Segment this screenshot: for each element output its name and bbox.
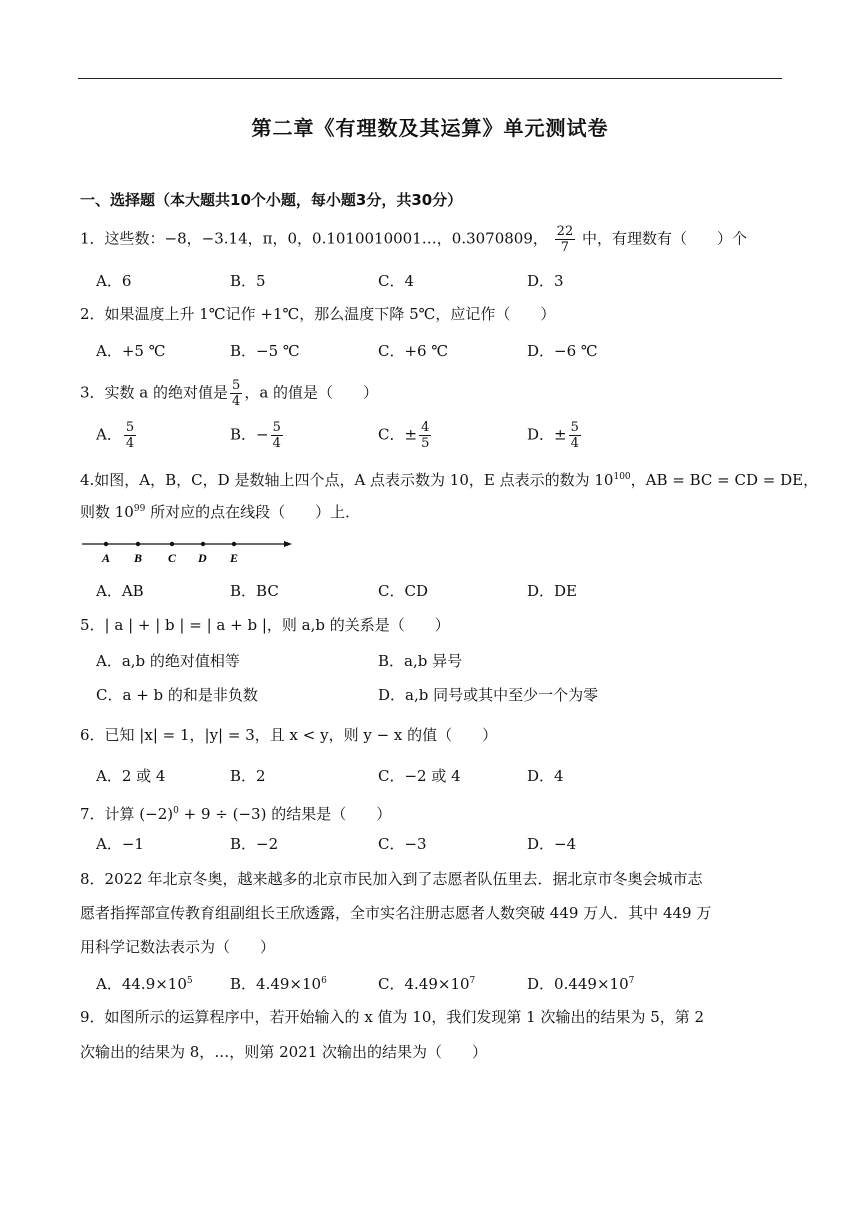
q4-option-c: C．CD: [378, 582, 428, 600]
q3-frac-den: 4: [232, 394, 241, 409]
q8-option-c-base: 4.49×10: [404, 975, 470, 993]
question-3: [80, 378, 378, 409]
q8-option-d-exp: 7: [628, 976, 635, 986]
q4-option-d: D．DE: [527, 582, 578, 600]
q8-option-a-exp: 5: [186, 976, 193, 986]
q5-option-c: C．a + b 的和是非负数: [96, 686, 258, 704]
q7-option-c: C．−3: [378, 835, 427, 853]
q4-line1-equation: ，AB = BC = CD = DE，: [630, 471, 819, 489]
q3-option-b-sign: −: [256, 425, 269, 444]
q1-fraction: [555, 224, 576, 255]
q3-option-a: [96, 420, 138, 451]
question-1: [80, 224, 747, 255]
q8-option-a-label: A．: [96, 975, 122, 993]
q4-option-b: B．BC: [230, 582, 279, 600]
q8-option-b: [230, 970, 327, 995]
number-line-diagram: [80, 536, 300, 568]
q8-option-c-label: C．: [378, 975, 405, 993]
q1-frac-den: 7: [560, 240, 570, 255]
q3-option-a-num: 5: [125, 420, 135, 435]
q5-option-b: B．a,b 异号: [378, 652, 463, 670]
q3-option-a-label: A．: [96, 425, 122, 444]
q2-option-c: C．+6 ℃: [378, 342, 449, 360]
q3-frac-num: 5: [232, 378, 241, 393]
q3-option-c-den: 5: [421, 436, 430, 451]
q8-option-d-label: D．: [527, 975, 555, 993]
q8-option-b-base: 4.49×10: [256, 975, 322, 993]
q8-option-d-base: 0.449×10: [554, 975, 629, 993]
page-title: 第二章《有理数及其运算》单元测试卷: [251, 116, 609, 140]
q3-option-b-fraction: [271, 420, 283, 451]
point-a-label: A: [102, 551, 111, 565]
q3-option-d: [527, 420, 583, 451]
q4-line2-text: 则数 10: [80, 503, 134, 521]
q3-option-d-num: 5: [570, 420, 579, 435]
q3-option-d-fraction: [569, 420, 581, 451]
question-4-line-2: [80, 498, 360, 523]
q3-option-b: [230, 420, 285, 451]
q6-option-b: B．2: [230, 767, 266, 785]
q8-option-a: [96, 970, 193, 995]
q3-option-b-num: 5: [272, 420, 281, 435]
q3-option-c-num: 4: [421, 420, 430, 435]
q3-option-a-fraction: [124, 420, 136, 451]
point-e-label: E: [230, 551, 239, 565]
q4-line1-text: 4.如图，A，B，C，D 是数轴上四个点，A 点表示数为 10，E 点表示的数为 10: [80, 471, 614, 489]
q1-option-a: A．6: [96, 272, 132, 290]
q7-exponent: 0: [173, 806, 179, 816]
point-b-label: B: [134, 551, 143, 565]
question-5: 5．| a | + | b | = | a + b |，则 a,b 的关系是（ ）: [80, 616, 450, 634]
q8-option-d: [527, 970, 634, 995]
section-heading: 一、选择题（本大题共10个小题，每小题3分，共30分）: [80, 191, 463, 209]
question-2: 2．如果温度上升 1℃记作 +1℃，那么温度下降 5℃，应记作（ ）: [80, 305, 556, 323]
q4-exponent-100: 100: [613, 472, 631, 482]
point-e-dot: [232, 542, 236, 546]
q8-option-c: [378, 970, 475, 995]
q3-option-b-den: 4: [272, 436, 281, 451]
q3-option-c-fraction: [419, 420, 431, 451]
q8-option-c-exp: 7: [469, 976, 476, 986]
header-rule: [78, 78, 782, 79]
q1-option-d: D．3: [527, 272, 564, 290]
question-4-line-1: [80, 466, 818, 491]
q1-option-c: C．4: [378, 272, 415, 290]
q3-option-c-sign: ±: [404, 425, 418, 444]
question-7: [80, 800, 391, 825]
q8-option-b-exp: 6: [321, 976, 327, 986]
q1-option-b: B．5: [230, 272, 266, 290]
question-8-line-1: 8．2022 年北京冬奥，越来越多的北京市民加入到了志愿者队伍里去．据北京市冬奥会城市志: [80, 870, 703, 888]
point-d-dot: [201, 542, 205, 546]
q2-option-d: D．−6 ℃: [527, 342, 598, 360]
q3-prefix: 3．实数 a 的绝对值是: [80, 383, 229, 402]
point-b-dot: [136, 542, 140, 546]
q1-prefix: 1．这些数：: [80, 229, 165, 248]
q3-option-b-label: B．: [230, 425, 257, 444]
q6-option-d: D．4: [527, 767, 564, 785]
q7-option-a: A．−1: [96, 835, 144, 853]
point-c-label: C: [168, 551, 177, 565]
q3-option-d-label: D．: [527, 425, 555, 444]
q2-option-b: B．−5 ℃: [230, 342, 300, 360]
q2-option-a: A．+5 ℃: [96, 342, 166, 360]
q1-frac-num: 22: [556, 224, 574, 239]
q3-suffix: ，a 的值是（ ）: [244, 383, 379, 402]
q7-suffix: + 9 ÷ (−3) 的结果是（ ）: [178, 805, 392, 823]
question-6: 6．已知 |x| = 1，|y| = 3，且 x < y，则 y − x 的值（ ）: [80, 726, 498, 744]
q1-suffix: 中，有理数有（ ）个: [582, 229, 748, 248]
q7-option-b: B．−2: [230, 835, 279, 853]
number-line-arrow: [284, 541, 292, 547]
question-8-line-3: 用科学记数法表示为（ ）: [80, 938, 276, 956]
q8-option-a-base: 44.9×10: [121, 975, 187, 993]
q3-fraction: [230, 378, 242, 409]
point-a-dot: [104, 542, 108, 546]
q6-option-a: A．2 或 4: [96, 767, 166, 785]
point-c-dot: [170, 542, 174, 546]
q7-prefix: 7．计算 (−2): [80, 805, 174, 823]
q3-option-a-den: 4: [125, 436, 135, 451]
q5-option-d: D．a,b 同号或其中至少一个为零: [378, 686, 599, 704]
question-8-line-2: 愿者指挥部宣传教育组副组长王欣透露，全市实名注册志愿者人数突破 449 万人．其中 449 万: [80, 904, 712, 922]
q1-numbers: −8，−3.14，π，0，0.1010010001…，0.3070809，: [164, 229, 548, 248]
point-d-label: D: [198, 551, 207, 565]
q3-option-c: [378, 420, 433, 451]
q3-option-d-sign: ±: [554, 425, 567, 444]
q4-exponent-99: 99: [133, 504, 146, 514]
q4-line2-suffix: 所对应的点在线段（ ）上．: [145, 503, 361, 521]
q6-option-c: C．−2 或 4: [378, 767, 461, 785]
q4-option-a: A．AB: [96, 582, 144, 600]
q5-option-a: A．a,b 的绝对值相等: [96, 652, 240, 670]
q7-option-d: D．−4: [527, 835, 577, 853]
question-9-line-2: 次输出的结果为 8，…，则第 2021 次输出的结果为（ ）: [80, 1043, 488, 1061]
q3-option-d-den: 4: [570, 436, 579, 451]
q8-option-b-label: B．: [230, 975, 257, 993]
question-9-line-1: 9．如图所示的运算程序中，若开始输入的 x 值为 10，我们发现第 1 次输出的结果为 5，第 2: [80, 1008, 705, 1026]
q3-option-c-label: C．: [378, 425, 405, 444]
